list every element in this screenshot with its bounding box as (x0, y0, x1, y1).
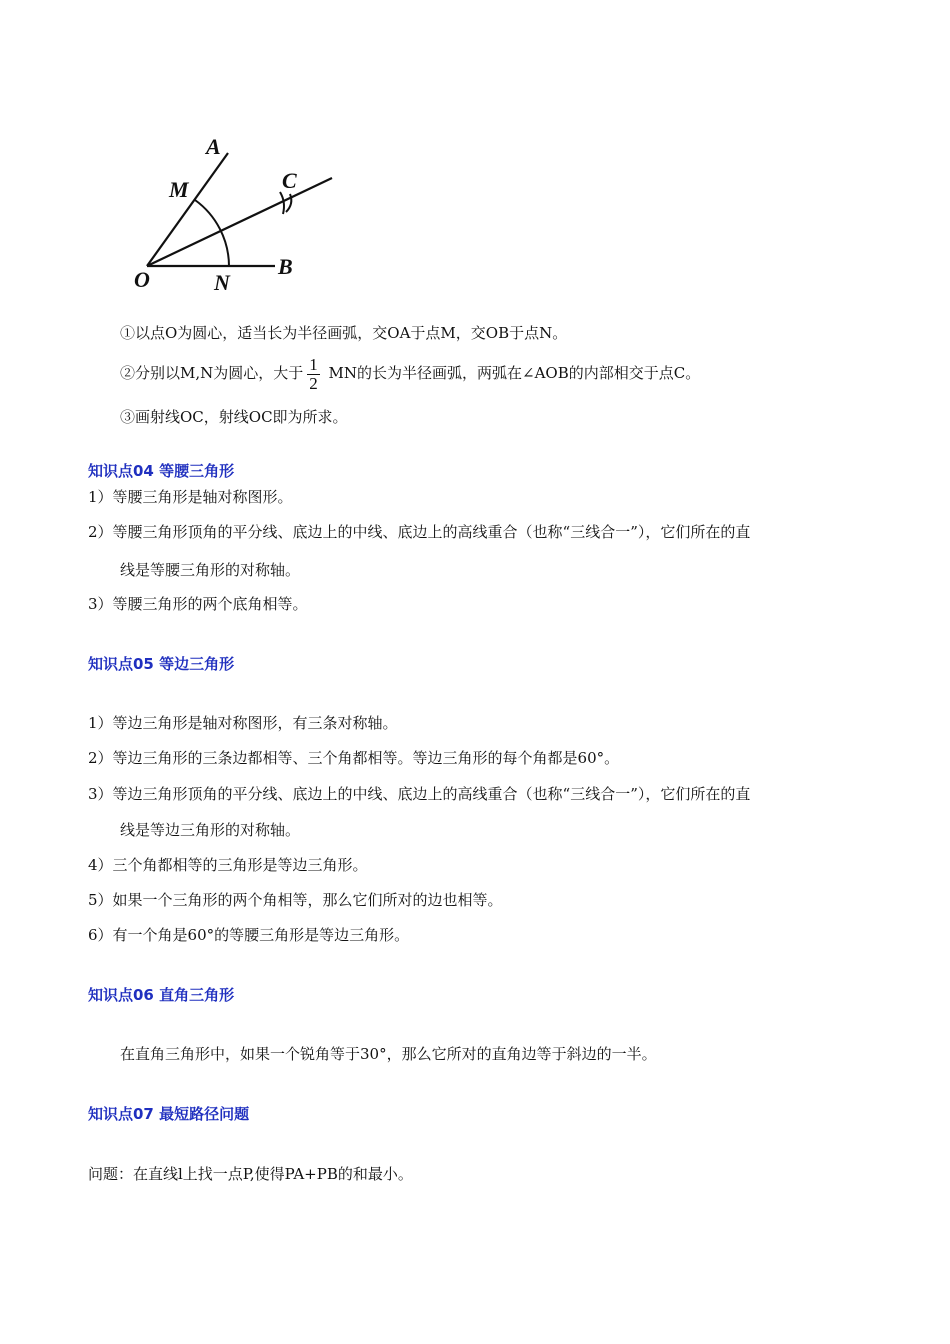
equilateral-item-1: 1）等边三角形是轴对称图形，有三条对称轴。 (88, 714, 398, 732)
isosceles-item-2-cont: 线是等腰三角形的对称轴。 (120, 561, 301, 579)
label-o: O (134, 267, 150, 292)
heading-shortest-path: 知识点07 最短路径问题 (88, 1105, 250, 1123)
heading-right-triangle: 知识点06 直角三角形 (88, 986, 235, 1004)
heading-equilateral: 知识点05 等边三角形 (88, 655, 235, 673)
shortest-path-question: 问题：在直线l上找一点P,使得PA+PB的和最小。 (88, 1165, 413, 1183)
fraction-numerator: 1 (309, 354, 318, 374)
step-2-after: MN的长为半径画弧，两弧在∠AOB的内部相交于点C。 (323, 364, 701, 382)
isosceles-item-1: 1）等腰三角形是轴对称图形。 (88, 488, 293, 506)
step-3: ③画射线OC，射线OC即为所求。 (120, 408, 348, 426)
label-a: A (206, 134, 221, 159)
label-b: B (278, 254, 293, 279)
fraction-denominator: 2 (309, 373, 318, 393)
equilateral-item-4: 4）三个角都相等的三角形是等边三角形。 (88, 856, 368, 874)
step-1: ①以点O为圆心，适当长为半径画弧，交OA于点M，交OB于点N。 (120, 324, 568, 342)
equilateral-item-3-cont: 线是等边三角形的对称轴。 (120, 821, 301, 839)
right-triangle-item-1: 在直角三角形中，如果一个锐角等于30°，那么它所对的直角边等于斜边的一半。 (120, 1045, 657, 1063)
equilateral-item-2: 2）等边三角形的三条边都相等、三个角都相等。等边三角形的每个角都是60°。 (88, 749, 620, 767)
equilateral-item-5: 5）如果一个三角形的两个角相等，那么它们所对的边也相等。 (88, 891, 503, 909)
isosceles-item-3: 3）等腰三角形的两个底角相等。 (88, 595, 308, 613)
arc-mn (195, 200, 229, 266)
step-2 (120, 352, 700, 394)
isosceles-item-2: 2）等腰三角形顶角的平分线、底边上的中线、底边上的高线重合（也称“三线合一”），它们所在的直 (88, 523, 751, 541)
ray-oa (147, 153, 228, 266)
arc-c2 (286, 194, 291, 212)
label-n: N (214, 270, 230, 295)
step-2-before: ②分别以M,N为圆心，大于 (120, 364, 304, 382)
angle-bisector-figure (120, 130, 350, 300)
fraction-one-half (307, 356, 320, 393)
equilateral-item-6: 6）有一个角是60°的等腰三角形是等边三角形。 (88, 926, 410, 944)
label-m: M (169, 177, 189, 202)
label-c: C (282, 168, 297, 193)
heading-isosceles: 知识点04 等腰三角形 (88, 462, 235, 480)
equilateral-item-3: 3）等边三角形顶角的平分线、底边上的中线、底边上的高线重合（也称“三线合一”），它们所在的直 (88, 785, 751, 803)
